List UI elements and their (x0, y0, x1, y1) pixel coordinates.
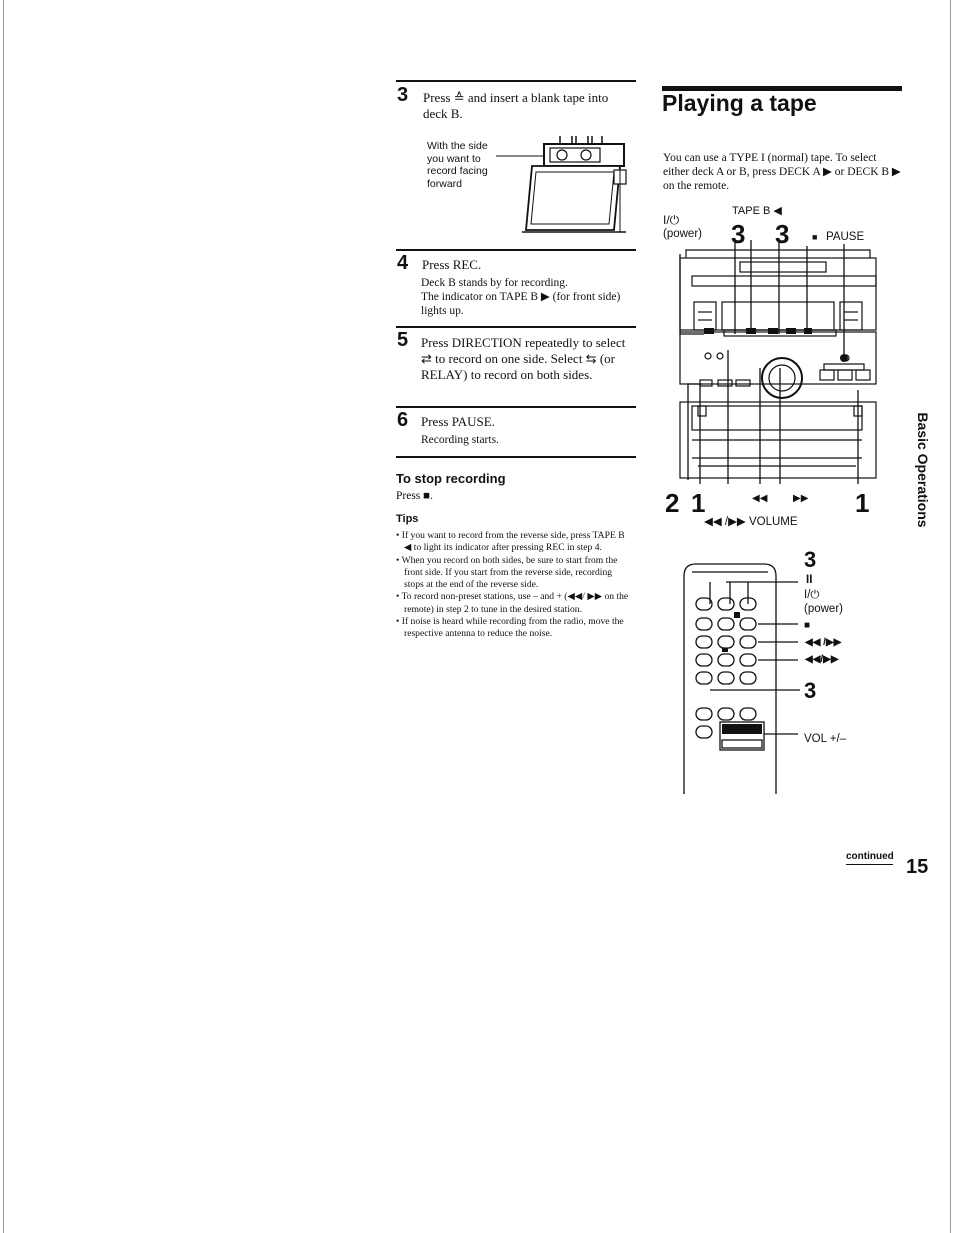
remote-stop-symbol: ■ (804, 620, 811, 631)
right-page-edge (950, 0, 951, 1233)
step-number-2: 2 (665, 488, 680, 518)
rewind-symbol: ◀◀ (752, 493, 768, 504)
remote-step-3-top: 3 (804, 547, 817, 572)
step5-text: Press DIRECTION repeatedly to select ⇄ to record on one side. Select ⇆ (or RELAY) to record on both sides. (421, 335, 626, 382)
step4-number: 4 (397, 252, 409, 274)
step6-note: Recording starts. (421, 434, 499, 446)
page-title: Playing a tape (662, 90, 817, 116)
step3-text: Press ≙ and insert a blank tape into deck B. (423, 90, 609, 121)
section-side-tab-label: Basic Operations (915, 412, 931, 528)
remote-pause-symbol: II (806, 574, 813, 586)
step4-text: Press REC. (422, 257, 482, 272)
power-symbol-label: I/⏻ (663, 213, 680, 227)
step6-top-rule (396, 406, 636, 408)
remote-search-symbols: ◀◀/▶▶ (805, 654, 839, 665)
continued-label: continued (846, 851, 894, 862)
section-end-rule (396, 456, 636, 458)
continued-underline (846, 864, 893, 865)
remote-step-3-bottom: 3 (804, 678, 817, 703)
step4-note-line2: The indicator on TAPE B ▶ (for front side) lights up. (421, 291, 621, 317)
stop-symbol: ■ (812, 232, 818, 242)
tip-item: • If noise is heard while recording from the radio, move the respective antenna to reduce the noise. (396, 616, 624, 640)
stop-recording-text: Press ■. (396, 490, 433, 502)
pause-label: PAUSE (826, 231, 865, 243)
remote-power-label: (power) (804, 603, 843, 615)
tip-item: • When you record on both sides, be sure to start from the front side. If you start from the reverse side, recording stops at the end of the reverse side. (396, 554, 618, 591)
page-number: 15 (906, 856, 929, 878)
stop-recording-heading: To stop recording (396, 471, 506, 486)
step5-number: 5 (397, 329, 409, 351)
remote-vol-label: VOL +/– (804, 733, 847, 745)
remote-control-illustration (682, 560, 804, 796)
step3-number: 3 (397, 84, 409, 106)
tape-insert-illustration (496, 132, 636, 234)
left-page-edge (3, 0, 4, 1233)
remote-skip-symbols: ◀◀ /▶▶ (805, 637, 842, 648)
step5-top-rule (396, 326, 636, 328)
tip-item: • To record non-preset stations, use – and + (◀◀/ ▶▶ on the remote) in step 2 to tune in the desired station. (396, 591, 629, 615)
tape-b-label: TAPE B ◀ (732, 205, 782, 217)
remote-power-symbol: I/⏻ (804, 589, 820, 601)
deck-insert-caption: With the side you want to record facing forward (427, 140, 488, 190)
step-number-3-right: 3 (775, 219, 790, 249)
step6-number: 6 (397, 409, 409, 431)
skip-volume-label: ◀◀ /▶▶ VOLUME (704, 516, 798, 528)
step4-top-rule (396, 249, 636, 251)
step3-top-rule (396, 80, 636, 82)
step-number-3-left: 3 (731, 219, 746, 249)
tips-heading: Tips (396, 513, 419, 525)
section-side-tab (903, 400, 943, 540)
intro-text: You can use a TYPE I (normal) tape. To select either deck A or B, press DECK A ▶ or DECK B ▶ on the remote. (663, 152, 901, 192)
step-number-1-left: 1 (691, 488, 706, 518)
step4-note-line1: Deck B stands by for recording. (421, 277, 568, 289)
step6-text: Press PAUSE. (421, 414, 495, 429)
power-label: (power) (663, 228, 702, 240)
tip-item: • If you want to record from the reverse side, press TAPE B ◀ to light its indicator after pressing REC in step 4. (396, 530, 625, 554)
stereo-unit-illustration (676, 240, 878, 486)
tips-list (396, 530, 633, 641)
step-number-1-right: 1 (855, 488, 870, 518)
fast-forward-symbol: ▶▶ (793, 493, 809, 504)
